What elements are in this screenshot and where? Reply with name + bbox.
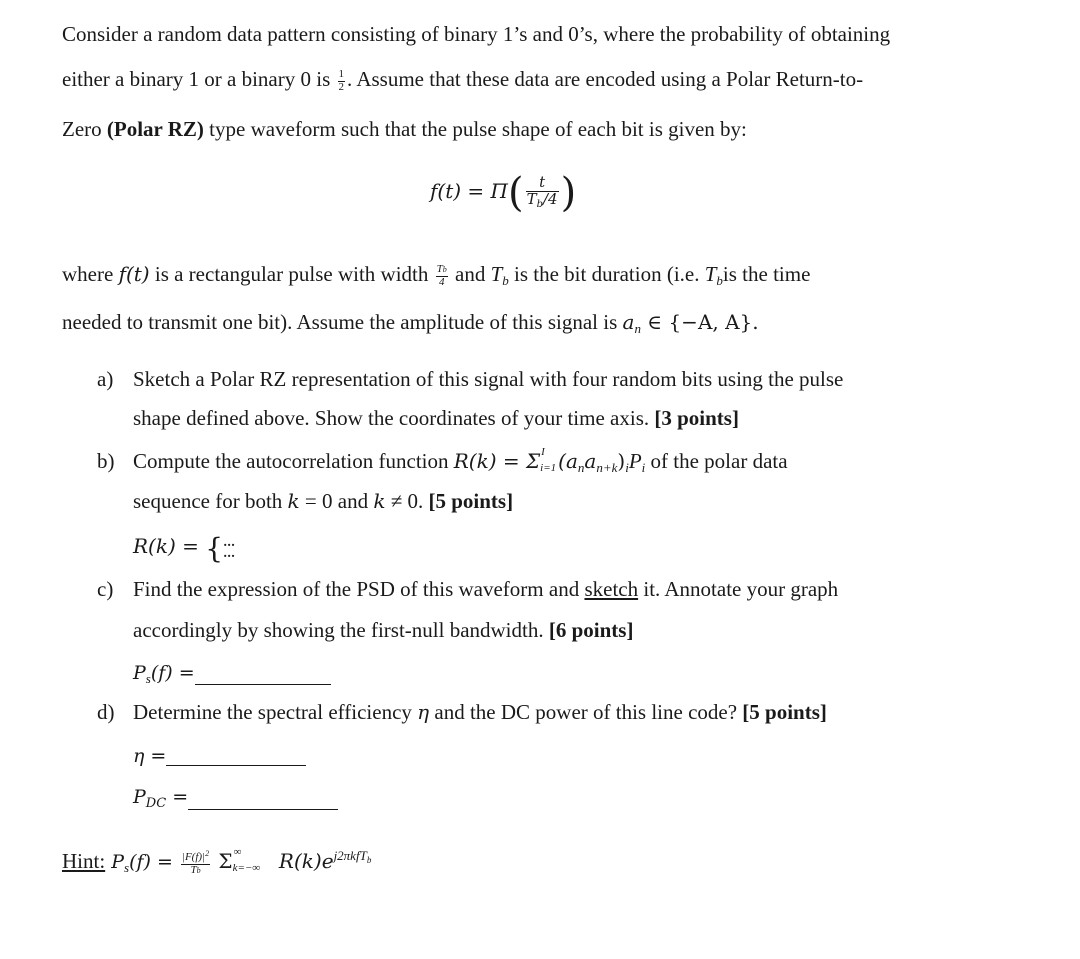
hint-line (62, 846, 372, 876)
k-var-2: k (373, 489, 386, 513)
part-c-line-1 (133, 579, 838, 600)
where-text-d: and (449, 262, 491, 286)
pdc-P: P (133, 786, 146, 808)
sum-upper: I (541, 446, 545, 459)
part-b-label (97, 451, 115, 472)
fraction-denominator: 2 (338, 80, 344, 93)
hint-Rk: R(k)e (272, 849, 334, 873)
where-text-h: is the time (722, 262, 811, 286)
formula-denominator (526, 189, 559, 211)
formula-fraction (526, 172, 559, 210)
eta-symbol: η (417, 700, 430, 724)
where-Tb-1: T (490, 262, 503, 286)
width-fraction (436, 264, 448, 288)
part-c-points: [6 points] (548, 618, 634, 642)
intro-text-3a: Zero (62, 117, 107, 141)
part-c-text-2: accordingly by showing the first-null bandwidth. (133, 618, 549, 642)
part-b-text-1-end: of the polar data (645, 449, 788, 473)
rk-placeholder-dots (223, 534, 236, 560)
eta-answer-line (133, 747, 306, 766)
width-num-sub: b (442, 265, 447, 275)
rk-dots-top: … (223, 534, 236, 549)
autocorr-sum: R(k) = Σ (453, 449, 541, 473)
part-c-line-2 (133, 620, 633, 641)
part-b-line-2 (133, 491, 513, 512)
hint-sum-upper: ∞ (233, 846, 242, 859)
psd-answer-line (133, 662, 331, 685)
rk-dots-bottom: … (223, 545, 236, 560)
hint-P-sub: s (124, 860, 130, 875)
formula-den-sub: b (536, 198, 543, 210)
k-var-1: k (287, 489, 300, 513)
intro-text-1: Consider a random data pattern consisting of binary 1’s and 0’s, where the probability of obtaining (62, 22, 891, 46)
width-num: T (436, 263, 443, 276)
part-a-points: [3 points] (654, 406, 739, 430)
hint-P: P (105, 851, 124, 873)
eta-answer-blank[interactable] (166, 749, 306, 766)
part-b-text-2: sequence for both (133, 489, 288, 513)
autocorr-an-sub: n (577, 460, 585, 475)
hint-label: Hint: (62, 849, 106, 873)
part-a-text-1: Sketch a Polar RZ representation of this signal with four random bits using the pulse (133, 367, 844, 391)
where-text-f: is the bit duration (i.e. (508, 262, 705, 286)
formula-lhs: f(t) = Π (430, 179, 508, 203)
intro-text-3c: type waveform such that the pulse shape of each bit is given by: (203, 117, 747, 141)
hint-f: (f) = (129, 851, 179, 873)
one-half-fraction (338, 69, 346, 93)
hint-fraction-den: T (190, 863, 197, 876)
part-b-answer-line (133, 532, 236, 565)
pdc-sub: DC (145, 796, 167, 811)
intro-text-2a: either a binary 1 or a binary 0 is (62, 67, 331, 91)
intro-text-2b: . Assume that these data are encoded using a Polar Return-to- (347, 67, 864, 91)
part-d-label (97, 702, 115, 723)
autocorr-P-sub: i (641, 460, 646, 475)
rk-label: R(k) = (133, 534, 206, 558)
hint-sum: Σ (212, 849, 233, 873)
part-c-label (97, 579, 113, 600)
part-b-line-1 (133, 446, 788, 475)
autocorr-P: P (628, 449, 642, 473)
hint-fraction-num: |F(f)| (181, 851, 206, 864)
where-an-sub: n (634, 321, 641, 336)
part-a-label (97, 369, 113, 390)
psd-P: P (133, 662, 146, 684)
intro-line-3 (62, 119, 747, 140)
part-a-text-2: shape defined above. Show the coordinates of your time axis. (133, 406, 655, 430)
where-an: a (622, 310, 635, 334)
part-a-letter: a) (97, 367, 114, 391)
autocorr-an: (a (558, 449, 578, 473)
part-b-text-2c: = 0 and (299, 489, 374, 513)
intro-line-2 (62, 69, 863, 93)
hint-exponent: j2πkfT (333, 848, 367, 863)
autocorr-ank: a (584, 449, 597, 473)
part-b-text-2e: ≠ 0. (385, 489, 429, 513)
part-b-points: [5 points] (428, 489, 514, 513)
hint-fraction-den-sub: b (196, 865, 201, 875)
intro-line-1 (62, 24, 890, 45)
where-text-2a: needed to transmit one bit). Assume the amplitude of this signal is (62, 310, 623, 334)
formula-close-paren: ) (560, 170, 577, 216)
part-c-text-1: Find the expression of the PSD of this waveform and (133, 577, 585, 601)
where-Tb-2-sub: b (716, 273, 723, 288)
where-ft: f(t) (118, 262, 150, 286)
where-Tb-1-sub: b (502, 273, 509, 288)
sketch-underlined: sketch (584, 577, 639, 601)
rk-brace: { (205, 532, 224, 565)
autocorr-paren-sub: i (625, 460, 629, 475)
part-a-line-1 (133, 369, 843, 390)
part-c-letter: c) (97, 577, 114, 601)
where-amplitude-set: ∈ {−A, A}. (640, 310, 759, 334)
part-d-line-1 (133, 702, 827, 723)
part-d-letter: d) (97, 700, 115, 724)
part-b-letter: b) (97, 449, 115, 473)
sum-lower: i=1 (540, 462, 557, 475)
formula-numerator: t (526, 175, 559, 192)
pdc-equals: = (166, 786, 189, 808)
hint-sum-limits (232, 846, 273, 875)
where-line-2 (62, 312, 759, 335)
psd-P-sub: s (145, 671, 151, 686)
autocorr-ank-sub: n+k (596, 460, 618, 475)
hint-fraction (181, 850, 210, 876)
part-d-text-1: Determine the spectral efficiency (133, 700, 418, 724)
part-d-text-1c: and the DC power of this line code? (429, 700, 743, 724)
where-text-a: where (62, 262, 119, 286)
width-den: 4 (438, 275, 445, 288)
eta-label: η = (133, 745, 167, 767)
formula-den-T: T (526, 189, 537, 208)
hint-exponent-sub: b (366, 855, 372, 865)
psd-f: (f) = (150, 662, 195, 684)
where-line-1 (62, 264, 810, 288)
pdc-answer-line (133, 788, 338, 810)
where-text-c: is a rectangular pulse with width (149, 262, 434, 286)
fraction-numerator: 1 (338, 68, 344, 81)
polar-rz-bold: (Polar RZ) (106, 117, 204, 141)
hint-fraction-num-sup: 2 (205, 849, 210, 859)
part-c-text-1-end: it. Annotate your graph (638, 577, 839, 601)
pdc-answer-blank[interactable] (188, 793, 338, 810)
formula-open-paren: ( (507, 170, 524, 216)
where-Tb-2: T (704, 262, 717, 286)
formula-den-tail: /4 (543, 189, 558, 208)
part-d-points: [5 points] (742, 700, 827, 724)
hint-sum-lower: k=−∞ (232, 862, 261, 875)
psd-answer-blank[interactable] (195, 666, 331, 685)
part-a-line-2 (133, 408, 739, 429)
part-b-text-1: Compute the autocorrelation function (133, 449, 454, 473)
sum-limits (540, 446, 558, 475)
pulse-formula (430, 170, 577, 216)
autocorr-paren: ) (617, 449, 626, 473)
